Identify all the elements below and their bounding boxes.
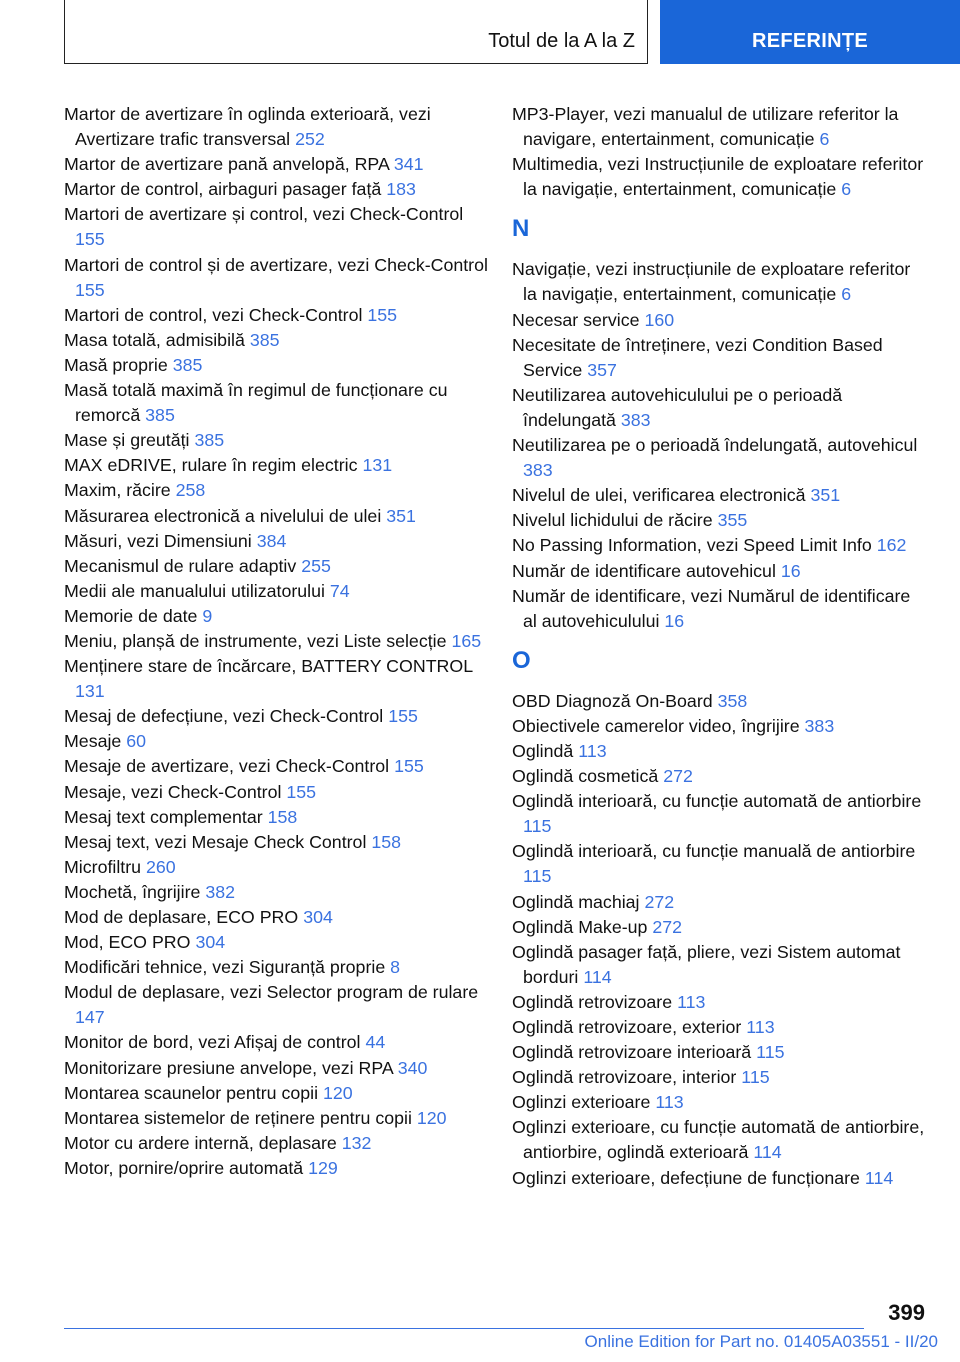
entry-page-link[interactable]: 385 [194, 430, 225, 451]
entry-page-link[interactable]: 9 [202, 605, 213, 626]
entry-page-link[interactable]: 357 [587, 359, 617, 380]
entry-term: Oglindă retrovizoare, exterior [512, 1017, 742, 1037]
entry-page-link[interactable]: 304 [195, 932, 226, 953]
entry-term: Oglinzi exterioare, defecțiune de funcționare [512, 1167, 860, 1188]
entry-term: Mesaje [64, 731, 122, 752]
footer-edition: Online Edition for Part no. 01405A03551 - II/20 [584, 1332, 938, 1351]
entry-page-link[interactable]: 252 [295, 129, 325, 150]
index-entry [512, 1040, 928, 1065]
index-entry [512, 764, 928, 789]
entry-term: Necesar service [512, 309, 640, 330]
index-entry [64, 805, 488, 830]
index-entry [64, 453, 488, 478]
entry-page-link[interactable]: 160 [644, 309, 675, 330]
entry-term: Martori de control, vezi Check-Control [64, 304, 363, 325]
index-entry [512, 1115, 928, 1165]
entry-page-link[interactable]: 131 [75, 681, 105, 702]
chapter-tab[interactable] [660, 0, 960, 64]
index-entry [64, 353, 488, 378]
entry-page-link[interactable]: 183 [386, 179, 416, 200]
entry-term: Masa totală, admisibilă [64, 329, 245, 350]
entry-term: Oglinzi exterioare [512, 1092, 651, 1113]
entry-term: Mesaje, vezi Check-Control [64, 781, 282, 802]
entry-term: Mod, ECO PRO [64, 932, 191, 953]
entry-term: Modul de deplasare, vezi Selector program de rulare [64, 982, 479, 1003]
entry-term: Mecanismul de rulare adaptiv [64, 555, 297, 576]
entry-term: Oglindă interioară, cu funcție automată de antiorbire [512, 791, 922, 812]
index-entry [512, 739, 928, 764]
entry-page-link[interactable]: 165 [451, 630, 482, 651]
index-group-n [512, 257, 928, 633]
entry-term: Modificări tehnice, vezi Siguranță proprie [64, 957, 386, 978]
index-entry [64, 880, 488, 905]
index-entry [512, 433, 928, 483]
index-group-m-continued [512, 102, 928, 202]
entry-page-link[interactable]: 131 [362, 455, 393, 476]
entry-term: Memorie de date [64, 605, 198, 626]
index-entry [512, 483, 928, 508]
entry-term: Masă totală maximă în regimul de funcționare cu remorcă [64, 380, 448, 426]
entry-page-link[interactable]: 304 [303, 907, 333, 927]
entry-term: Meniu, planșă de instrumente, vezi Liste selecție [64, 630, 447, 651]
index-entry [64, 1056, 488, 1081]
index-entry [64, 629, 488, 654]
index-entry [512, 152, 928, 202]
entry-term: Neutilizarea pe o perioadă îndelungată, autovehicul [512, 435, 918, 456]
entry-page-link[interactable]: 115 [741, 1067, 770, 1088]
index-entry [512, 915, 928, 940]
index-entry [64, 529, 488, 554]
index-entry [512, 839, 928, 889]
entry-term: Număr de identificare autovehicul [512, 560, 776, 581]
entry-page-link[interactable]: 129 [308, 1157, 338, 1178]
section-title: Totul de la A la Z [488, 30, 635, 52]
entry-term: Necesitate de întreținere, vezi Condition Based Service [512, 334, 883, 380]
entry-term: OBD Diagnoză On-Board [512, 690, 713, 711]
entry-page-link[interactable]: 355 [717, 510, 748, 531]
entry-term: No Passing Information, vezi Speed Limit Info [512, 535, 872, 556]
index-entry [64, 754, 488, 779]
entry-term: Oglindă retrovizoare interioară [512, 1042, 752, 1063]
index-column-left [64, 102, 488, 1181]
entry-term: Martori de avertizare și control, vezi Check-Control [64, 204, 464, 225]
footer-divider [64, 1328, 864, 1329]
entry-term: Oglindă Make-up [512, 916, 648, 937]
entry-page-link[interactable]: 260 [146, 856, 176, 877]
entry-page-link[interactable]: 113 [677, 991, 706, 1012]
entry-page-link[interactable]: 115 [523, 816, 552, 837]
index-entry [64, 729, 488, 754]
index-entry [512, 559, 928, 584]
index-entry [512, 308, 928, 333]
index-entry [64, 554, 488, 579]
entry-term: Montarea sistemelor de reținere pentru copii [64, 1107, 412, 1128]
entry-page-link[interactable]: 113 [655, 1092, 684, 1113]
entry-page-link[interactable]: 8 [390, 957, 401, 978]
entry-page-link[interactable]: 158 [267, 806, 298, 827]
entry-term: Nivelul lichidului de răcire [512, 510, 713, 531]
entry-page-link[interactable]: 16 [664, 610, 685, 631]
entry-term: Mod de deplasare, ECO PRO [64, 907, 299, 927]
entry-term: Motor cu ardere internă, deplasare [64, 1132, 337, 1153]
index-entry [64, 253, 488, 303]
entry-term: Oglindă retrovizoare, interior [512, 1067, 737, 1088]
entry-term: MAX eDRIVE, rulare în regim electric [64, 455, 358, 476]
entry-term: Oglindă machiaj [512, 891, 640, 912]
entry-term: Martor de avertizare în oglinda exterioară, vezi Avertizare trafic transversal [64, 104, 431, 150]
entry-page-link[interactable]: 114 [753, 1142, 782, 1163]
entry-term: Obiectivele camerelor video, îngrijire [512, 715, 800, 736]
entry-page-link[interactable]: 155 [75, 229, 105, 250]
index-entry [512, 1090, 928, 1115]
index-entry [64, 177, 488, 202]
index-entry [512, 383, 928, 433]
index-entry [64, 855, 488, 880]
entry-term: Monitor de bord, vezi Afișaj de control [64, 1032, 361, 1053]
entry-term: Mochetă, îngrijire [64, 881, 201, 902]
entry-page-link[interactable]: 383 [620, 409, 651, 430]
index-entry [64, 654, 488, 704]
entry-term: MP3-Player, vezi manualul de utilizare referitor la navigare, entertainment, comunicație [512, 104, 899, 150]
entry-term: Multimedia, vezi Instrucțiunile de exploatare referitor la navigație, entertainment, comunicație [512, 154, 924, 200]
entry-term: Măsuri, vezi Dimensiuni [64, 530, 252, 551]
entry-page-link[interactable]: 385 [145, 405, 175, 426]
index-entry [64, 1156, 488, 1181]
entry-page-link[interactable]: 384 [256, 530, 287, 551]
entry-term: Menținere stare de încărcare, BATTERY CONTROL [64, 656, 473, 677]
entry-page-link[interactable]: 383 [804, 715, 835, 736]
entry-term: Medii ale manualului utilizatorului [64, 580, 325, 601]
index-entry [64, 102, 488, 152]
index-entry [64, 780, 488, 805]
entry-page-link[interactable]: 351 [810, 485, 841, 506]
entry-page-link[interactable]: 115 [523, 866, 552, 887]
index-letter-o: O [512, 646, 531, 674]
entry-term: Mesaj text complementar [64, 806, 263, 827]
index-entry [512, 1166, 928, 1191]
index-entry [64, 1030, 488, 1055]
entry-page-link[interactable]: 385 [172, 354, 203, 375]
entry-page-link[interactable]: 272 [644, 891, 675, 912]
index-entry [64, 955, 488, 980]
entry-page-link[interactable]: 120 [322, 1082, 353, 1103]
index-entry [512, 508, 928, 533]
chapter-title: REFERINȚE [751, 30, 869, 52]
entry-term: Oglindă [512, 740, 574, 761]
index-letter-n: N [512, 215, 530, 243]
entry-term: Mesaj de defecțiune, vezi Check-Control [64, 706, 384, 727]
entry-page-link[interactable]: 6 [819, 129, 830, 150]
entry-page-link[interactable]: 258 [175, 480, 206, 501]
entry-page-link[interactable]: 358 [717, 690, 748, 711]
entry-page-link[interactable]: 113 [746, 1017, 775, 1037]
index-group-o [512, 689, 928, 1191]
index-entry [512, 789, 928, 839]
index-entry [512, 1065, 928, 1090]
entry-page-link[interactable]: 385 [249, 329, 280, 350]
entry-term: Monitorizare presiune anvelope, vezi RPA [64, 1057, 393, 1078]
entry-page-link[interactable]: 147 [75, 1007, 105, 1028]
index-entry [64, 504, 488, 529]
entry-page-link[interactable]: 340 [397, 1057, 428, 1078]
index-entry [64, 1131, 488, 1156]
index-entry [512, 940, 928, 990]
index-entry [64, 378, 488, 428]
index-entry [64, 152, 488, 177]
entry-page-link[interactable]: 113 [578, 740, 607, 761]
index-entry [64, 604, 488, 629]
entry-page-link[interactable]: 6 [841, 284, 852, 305]
index-entry [64, 1081, 488, 1106]
index-entry [512, 533, 928, 558]
entry-page-link[interactable]: 155 [388, 706, 418, 727]
index-entry [64, 930, 488, 955]
index-entry [64, 202, 488, 252]
entry-term: Oglindă pasager față, pliere, vezi Sistem automat borduri [512, 941, 901, 987]
entry-page-link[interactable]: 383 [523, 460, 553, 481]
entry-page-link[interactable]: 155 [75, 279, 105, 300]
entry-term: Motor, pornire/oprire automată [64, 1157, 304, 1178]
index-entry [512, 1015, 928, 1040]
entry-page-link[interactable]: 155 [367, 304, 398, 325]
entry-term: Navigație, vezi instrucțiunile de exploatare referitor la navigație, entertainment, comunicație [512, 259, 911, 305]
entry-page-link[interactable]: 351 [386, 505, 416, 526]
section-tab [64, 0, 648, 64]
entry-term: Măsurarea electronică a nivelului de ulei [64, 505, 382, 526]
entry-page-link[interactable]: 132 [341, 1132, 372, 1153]
index-entry [64, 1106, 488, 1131]
entry-page-link[interactable]: 341 [393, 154, 424, 175]
entry-term: Martor de avertizare pană anvelopă, RPA [64, 154, 389, 175]
entry-page-link[interactable]: 120 [416, 1107, 447, 1128]
entry-term: Maxim, răcire [64, 480, 171, 501]
index-entry [64, 830, 488, 855]
entry-term: Martor de control, airbaguri pasager față [64, 179, 382, 200]
index-entry [64, 704, 488, 729]
index-entry [512, 689, 928, 714]
entry-page-link[interactable]: 272 [652, 916, 683, 937]
page-number: 399 [888, 1300, 925, 1325]
entry-page-link[interactable]: 114 [864, 1167, 894, 1188]
entry-term: Oglinzi exterioare, cu funcție automată de antiorbire, antiorbire, oglindă exterioară [512, 1117, 925, 1163]
entry-term: Mesaje de avertizare, vezi Check-Control [64, 756, 390, 777]
entry-term: Masă proprie [64, 354, 168, 375]
entry-term: Oglindă retrovizoare [512, 991, 673, 1012]
entry-term: Microfiltru [64, 856, 142, 877]
entry-term: Mase și greutăți [64, 430, 190, 451]
entry-term: Montarea scaunelor pentru copii [64, 1082, 319, 1103]
index-entry [512, 584, 928, 634]
entry-page-link[interactable]: 6 [841, 179, 852, 200]
entry-page-link[interactable]: 155 [394, 756, 424, 777]
index-entry [64, 303, 488, 328]
entry-term: Oglindă cosmetică [512, 766, 659, 787]
entry-page-link[interactable]: 382 [205, 881, 236, 902]
index-entry [64, 428, 488, 453]
index-entry [512, 333, 928, 383]
entry-term: Neutilizarea autovehiculului pe o perioadă îndelungată [512, 384, 843, 430]
index-entry [512, 990, 928, 1015]
entry-page-link[interactable]: 60 [126, 731, 147, 752]
entry-page-link[interactable]: 158 [371, 831, 402, 852]
entry-page-link[interactable]: 114 [583, 966, 612, 987]
index-entry [64, 579, 488, 604]
entry-page-link[interactable]: 255 [301, 555, 331, 576]
index-entry [64, 478, 488, 503]
entry-page-link[interactable]: 115 [756, 1042, 785, 1063]
entry-page-link[interactable]: 16 [780, 560, 801, 581]
index-column-right [512, 102, 928, 1191]
entry-page-link[interactable]: 162 [876, 535, 907, 556]
index-entry [512, 714, 928, 739]
entry-page-link[interactable]: 272 [663, 766, 693, 787]
index-entry [64, 905, 488, 930]
index-entry [64, 328, 488, 353]
index-entry [512, 257, 928, 307]
index-entry [64, 980, 488, 1030]
entry-term: Oglindă interioară, cu funcție manuală de antiorbire [512, 841, 916, 862]
index-entry [512, 102, 928, 152]
entry-term: Martori de control și de avertizare, vezi Check-Control [64, 254, 488, 275]
entry-page-link[interactable]: 155 [286, 781, 317, 802]
entry-page-link[interactable]: 74 [329, 580, 350, 601]
index-entry [512, 890, 928, 915]
entry-term: Mesaj text, vezi Mesaje Check Control [64, 831, 367, 852]
entry-page-link[interactable]: 44 [365, 1032, 386, 1053]
entry-term: Număr de identificare, vezi Numărul de identificare al autovehiculului [512, 585, 911, 631]
entry-term: Nivelul de ulei, verificarea electronică [512, 485, 806, 506]
